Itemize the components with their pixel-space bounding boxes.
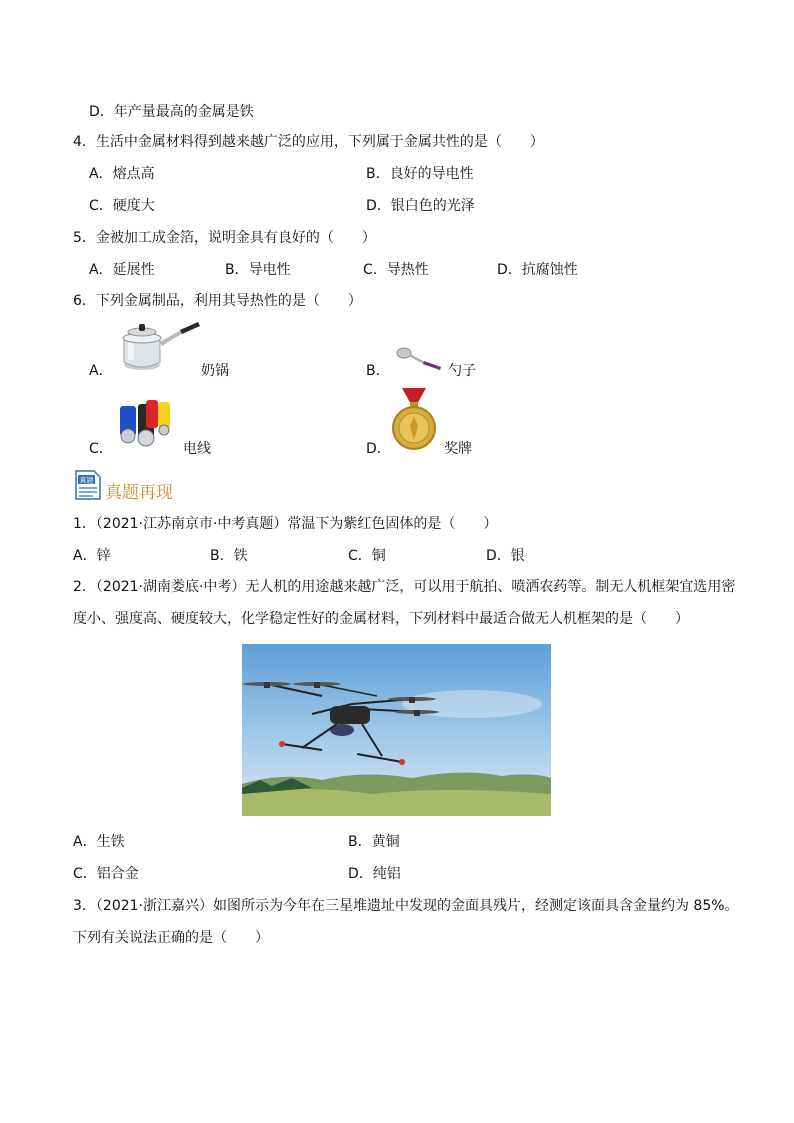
option-b-caption: 勺子: [448, 363, 476, 379]
drone-photo: [242, 644, 551, 816]
spoon-image: [395, 346, 445, 370]
question-stem: 4．生活中金属材料得到越来越广泛的应用，下列属于金属共性的是（ ）: [73, 134, 544, 150]
option-b: B．良好的导电性: [366, 166, 474, 182]
option-d: D．纯铝: [348, 866, 401, 882]
question-stem: 5．金被加工成金箔，说明金具有良好的（ ）: [73, 230, 376, 246]
option-a: A．生铁: [73, 834, 125, 850]
electric-wire-image: [118, 398, 182, 448]
option-d: D．银: [486, 548, 525, 564]
option-b: B．铁: [210, 548, 248, 564]
option-c-caption: 电线: [183, 441, 211, 457]
question-stem-line-1: 3．（2021·浙江嘉兴）如图所示为今年在三星堆遗址中发现的金面具残片，经测定该面具含金量约为 85%。: [73, 898, 739, 914]
option-b: B．导电性: [225, 262, 291, 278]
section-title: 真题再现: [105, 483, 173, 503]
option-c-letter: C．: [89, 441, 113, 457]
exam-paper-icon: [75, 470, 101, 500]
option-a-letter: A．: [89, 363, 113, 379]
option-d: D．抗腐蚀性: [497, 262, 578, 278]
option-b: B．黄铜: [348, 834, 400, 850]
medal-image: [390, 388, 438, 450]
option-a: A．熔点高: [89, 166, 155, 182]
option-d: D．年产量最高的金属是铁: [89, 104, 254, 120]
option-c: C．铝合金: [73, 866, 139, 882]
option-a-caption: 奶锅: [201, 363, 229, 379]
option-c: C．铜: [348, 548, 386, 564]
option-a: A．锌: [73, 548, 111, 564]
option-b-letter: B．: [366, 363, 390, 379]
question-stem: 1．（2021·江苏南京市·中考真题）常温下为紫红色固体的是（ ）: [73, 516, 498, 532]
option-d: D．银白色的光泽: [366, 198, 475, 214]
option-c: C．导热性: [363, 262, 429, 278]
milk-pot-image: [118, 320, 200, 374]
question-stem-line-2: 度小、强度高、硬度较大，化学稳定性好的金属材料，下列材料中最适合做无人机框架的是（ ）: [73, 611, 689, 627]
option-d-caption: 奖牌: [444, 441, 472, 457]
question-stem-line-2: 下列有关说法正确的是（ ）: [73, 930, 269, 946]
option-c: C．硬度大: [89, 198, 155, 214]
question-stem: 6．下列金属制品，利用其导热性的是（ ）: [73, 293, 362, 309]
option-d-letter: D．: [366, 441, 391, 457]
question-stem-line-1: 2．（2021·湖南娄底·中考）无人机的用途越来越广泛，可以用于航拍、喷洒农药等。制无人机框架宜选用密: [73, 579, 736, 595]
section-icon-text: 真题: [79, 476, 94, 485]
option-a: A．延展性: [89, 262, 155, 278]
